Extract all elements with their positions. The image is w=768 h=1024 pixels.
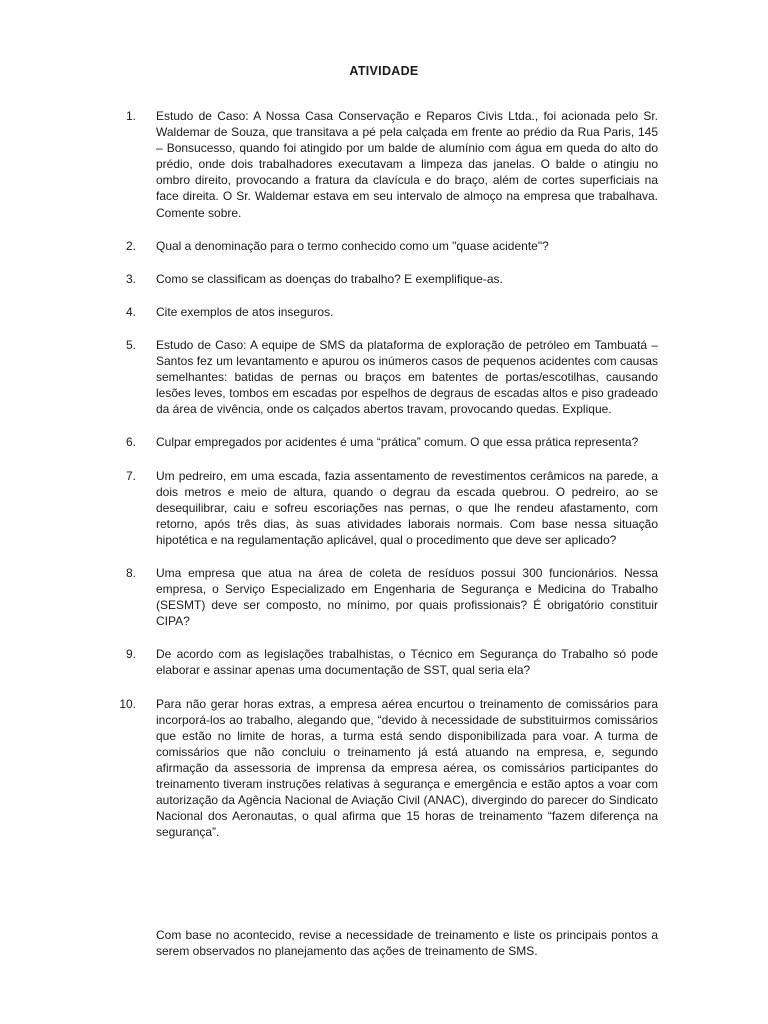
question-number: 7.	[125, 468, 136, 483]
question-item	[119, 696, 658, 841]
question-text: Cite exemplos de atos inseguros.	[156, 304, 334, 319]
question-number: 2.	[125, 238, 136, 253]
question-text: Qual a denominação para o termo conhecido como um "quase acidente"?	[156, 238, 549, 253]
question-item	[125, 304, 658, 320]
question-item	[125, 271, 658, 287]
question-number: 10.	[119, 696, 136, 711]
question-item	[125, 337, 658, 417]
closing-paragraph: Com base no acontecido, revise a necessidade de treinamento e liste os principais pontos a serem observados no planejamento das ações de treinamento de SMS.	[156, 928, 658, 959]
question-number: 6.	[125, 435, 136, 450]
question-item	[125, 468, 658, 548]
question-item	[125, 565, 658, 629]
question-number: 4.	[125, 304, 136, 319]
question-list	[119, 108, 658, 857]
question-text: Estudo de Caso: A Nossa Casa Conservação e Reparos Civis Ltda., foi acionada pelo Sr. Waldemar de Souza, que transitava a pé pela calçada em frente ao prédio da Rua Paris, 145 – Bonsucesso, quando foi atingido por um balde de alumínio com água em queda do alto do prédio, onde dois trabalhadores executavam a limpeza das janelas. O balde o atingiu no ombro direito, provocando a fratura da clavícula e do braço, além de cortes superficiais na face direita. O Sr. Waldemar estava em seu intervalo de almoço na empresa que trabalhava. Comente sobre.	[156, 109, 658, 220]
question-number: 8.	[125, 565, 136, 580]
question-text: De acordo com as legislações trabalhistas, o Técnico em Segurança do Trabalho só pode elaborar e assinar apenas uma documentação de SST, qual seria ela?	[156, 647, 658, 678]
question-text: Culpar empregados por acidentes é uma “prática” comum. O que essa prática representa?	[156, 435, 639, 450]
question-text: Estudo de Caso: A equipe de SMS da plataforma de exploração de petróleo em Tambuatá – Santos fez um levantamento e apurou os inúmeros casos de pequenos acidentes com causas semelhantes: batidas de pernas ou braços em batentes de portas/escotilhas, causando lesões leves, tombos em escadas por espelhos de degraus de escadas altos e piso gradeado da área de vivência, onde os calçados abertos travam, provocando quedas. Explique.	[156, 337, 658, 417]
question-number: 3.	[125, 271, 136, 286]
question-number: 1.	[125, 109, 136, 123]
question-item	[125, 108, 658, 221]
question-text: Para não gerar horas extras, a empresa aérea encurtou o treinamento de comissários para incorporá-los ao trabalho, alegando que, “devido à necessidade de substituirmos comissários que estão no limite de horas, a turma está sendo disponibilizada para voar. A turma de comissários que não concluiu o treinamento já está atuando na empresa, e, segundo afirmação da assessoria de imprensa da empresa aérea, os comissários participantes do treinamento tiveram instruções relativas à segurança e emergência e estão aptos a voar com autorização da Agência Nacional de Aviação Civil (ANAC), divergindo do parecer do Sindicato Nacional dos Aeronautas, o qual afirma que 15 horas de treinamento “fazem diferença na segurança”.	[156, 696, 658, 840]
question-item	[125, 238, 658, 254]
question-number: 9.	[125, 647, 136, 662]
question-text: Uma empresa que atua na área de coleta de resíduos possui 300 funcionários. Nessa empresa, o Serviço Especializado em Engenharia de Segurança e Medicina do Trabalho (SESMT) deve ser composto, no mínimo, por quais profissionais? É obrigatório constituir CIPA?	[156, 565, 658, 629]
question-item	[125, 434, 658, 450]
question-text: Um pedreiro, em uma escada, fazia assentamento de revestimentos cerâmicos na parede, a dois metros e meio de altura, quando o degrau da escada quebrou. O pedreiro, ao se desequilibrar, caiu e sofreu escoriações nas pernas, o que lhe rendeu afastamento, com retorno, após três dias, às suas atividades laborais normais. Com base nessa situação hipotética e na regulamentação aplicável, qual o procedimento que deve ser aplicado?	[156, 468, 658, 547]
question-number: 5.	[125, 337, 136, 352]
page-title: ATIVIDADE	[349, 64, 419, 78]
question-item	[125, 646, 658, 678]
question-text: Como se classificam as doenças do trabalho? E exemplifique-as.	[156, 271, 503, 286]
